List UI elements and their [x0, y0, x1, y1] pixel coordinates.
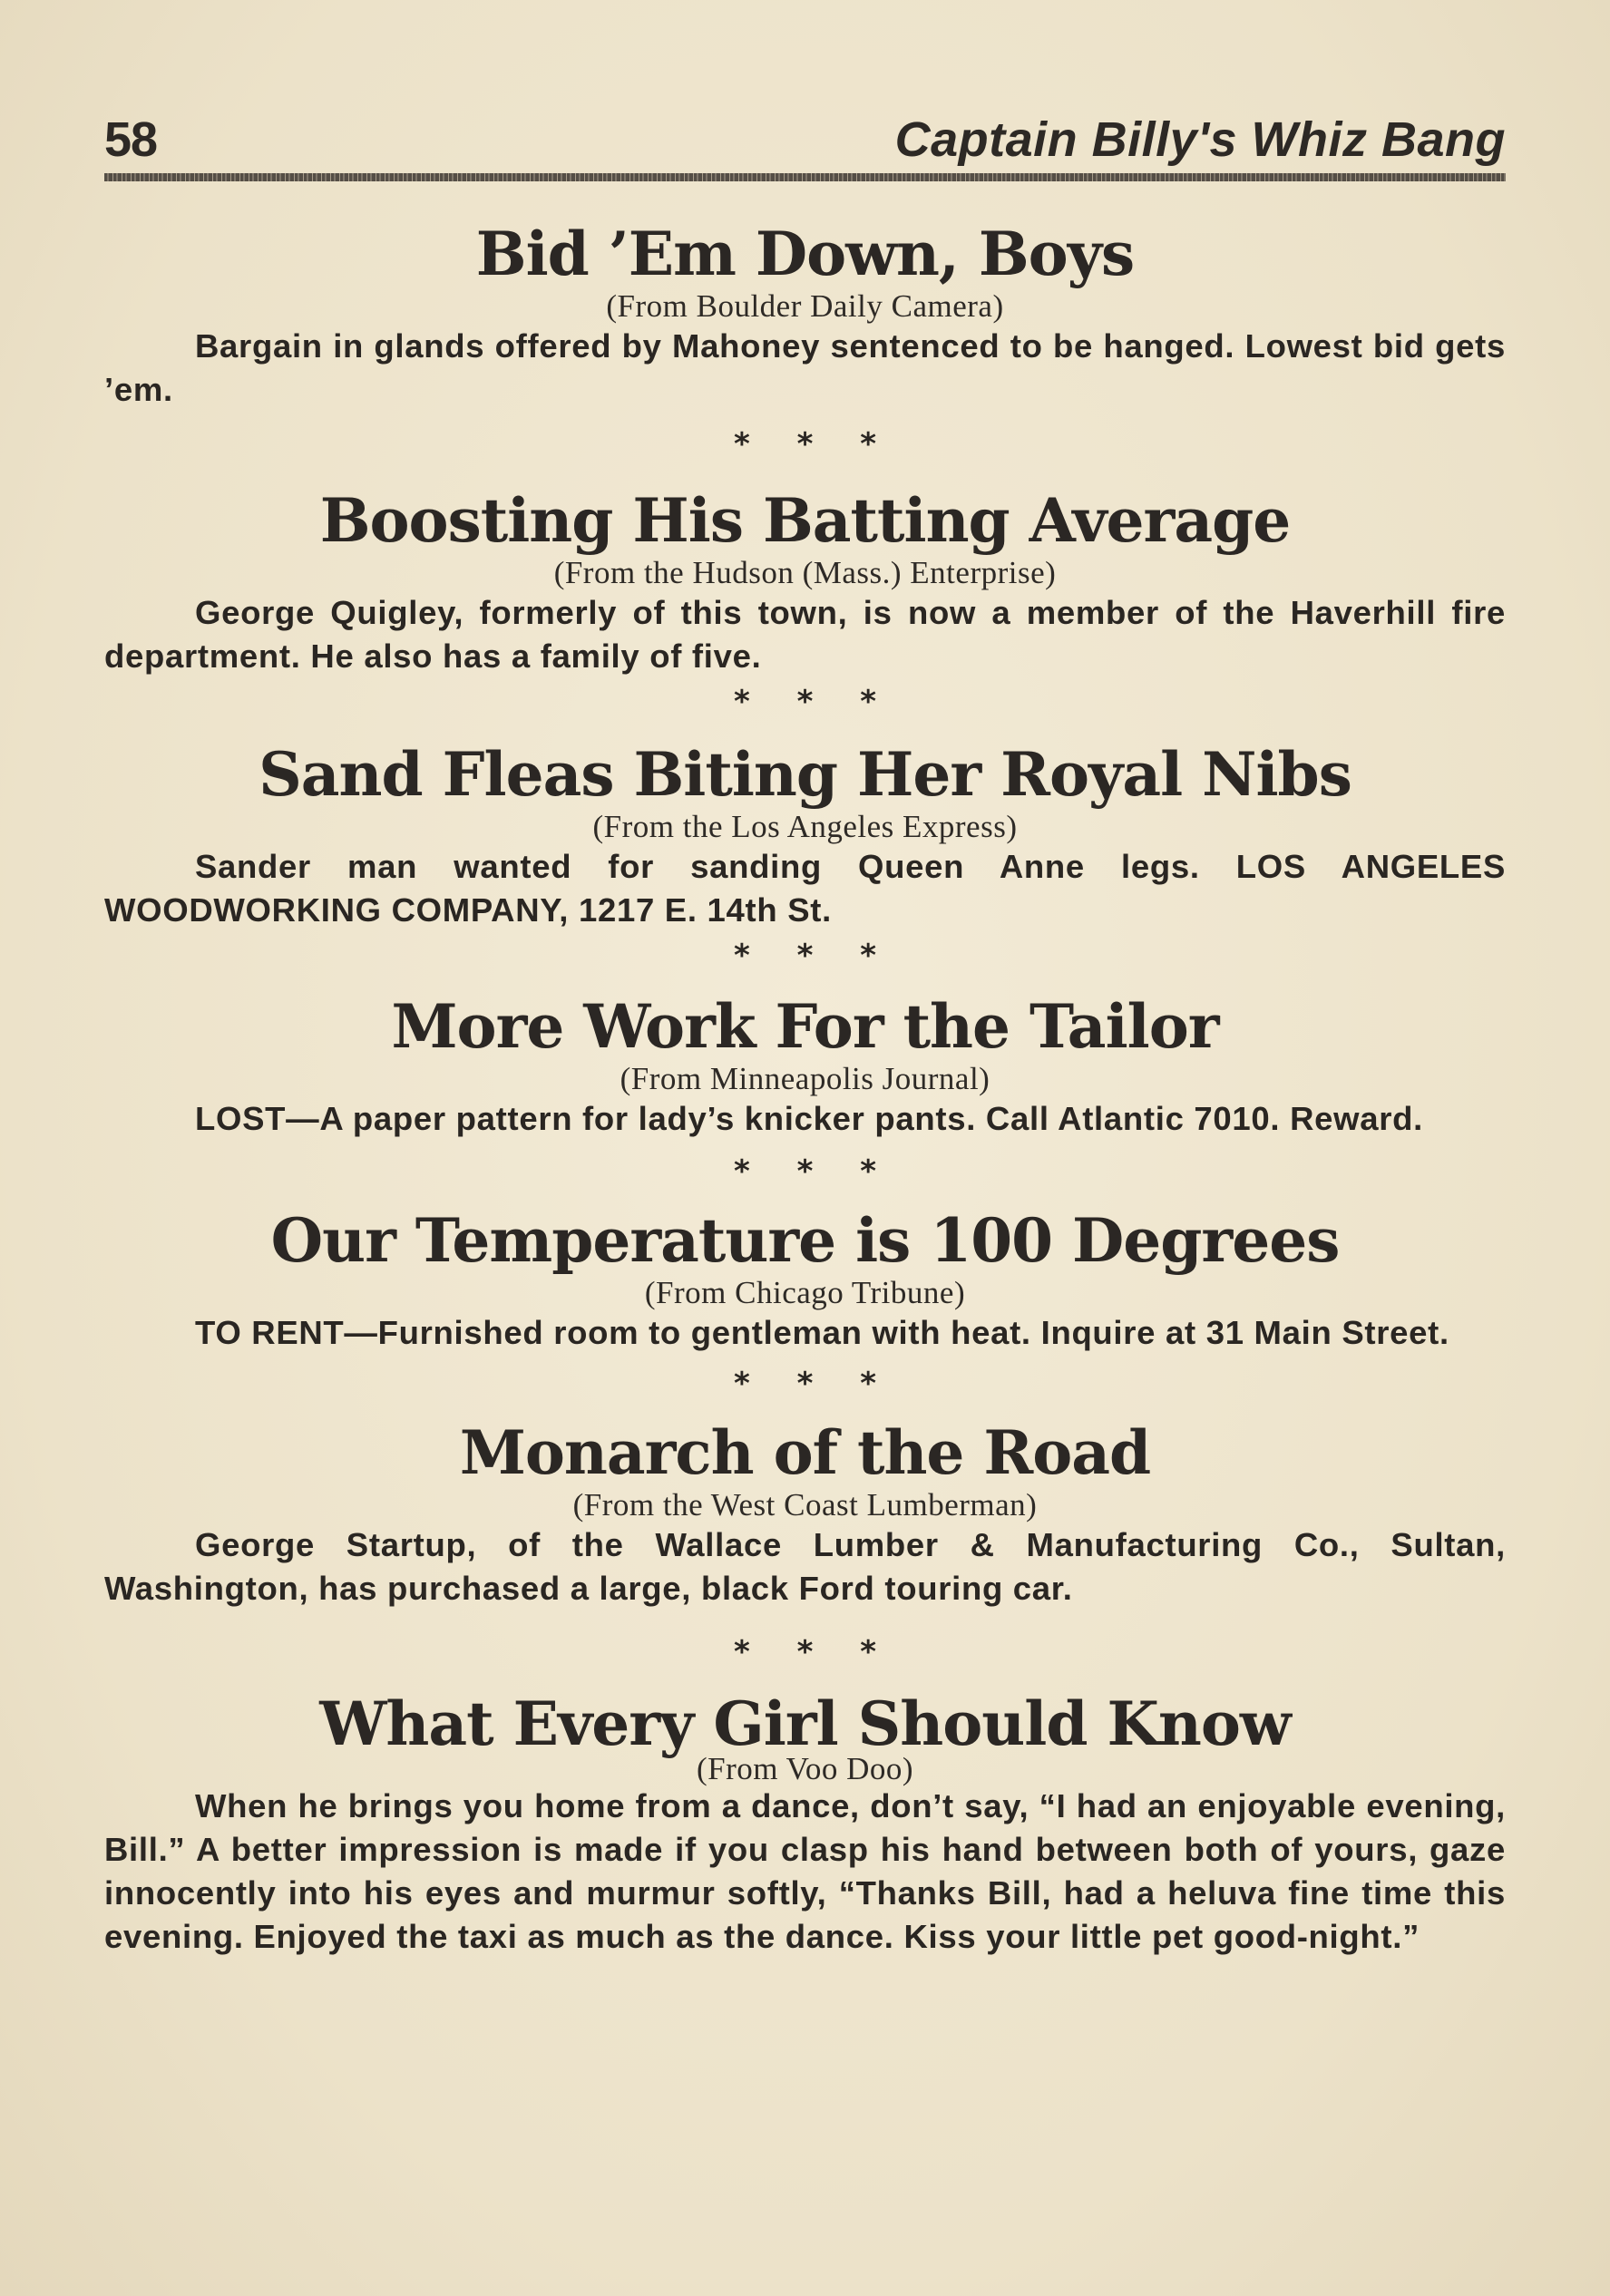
article-source: (From the West Coast Lumberman): [572, 1487, 1038, 1523]
article-2: [104, 486, 1506, 678]
article-body: Bargain in glands offered by Mahoney sentenced to be hanged. Lowest bid gets ’em.: [104, 327, 1506, 408]
article-source: (From Chicago Tribune): [644, 1275, 966, 1310]
separator-stars: * * *: [733, 1366, 876, 1402]
article-source: (From Boulder Daily Camera): [606, 288, 1004, 324]
article-title: More Work For the Tailor: [391, 991, 1219, 1062]
separator-stars: * * *: [733, 684, 876, 720]
header-rule: [104, 173, 1506, 181]
article-title: Monarch of the Road: [459, 1417, 1151, 1488]
article-body: When he brings you home from a dance, don’t say, “I had an enjoyable evening, Bill.” A better impression is made if you clasp his hand between both of yours, gaze innocently into his eyes and murmur softly, “Thanks Bill, had a heluva fine time this evening. Enjoyed the taxi as much as the dance. Kiss your little pet good-night.”: [104, 1787, 1506, 1955]
article-body: TO RENT—Furnished room to gentleman with heat. Inquire at 31 Main Street.: [195, 1314, 1449, 1351]
article-source: (From Voo Doo): [696, 1751, 914, 1786]
article-title: Boosting His Batting Average: [319, 485, 1291, 556]
article-title: Our Temperature is 100 Degrees: [270, 1205, 1340, 1276]
magazine-page: [104, 95, 1506, 1959]
separator-stars: * * *: [733, 1153, 876, 1190]
article-3: [104, 740, 1506, 932]
article-7: [104, 1688, 1506, 1959]
page-header: [104, 95, 1506, 168]
article-title: Bid ’Em Down, Boys: [475, 219, 1135, 289]
running-title: Captain Billy's Whiz Bang: [894, 112, 1506, 167]
article-body: Sander man wanted for sanding Queen Anne legs. LOS ANGELES WOODWORKING COMPANY, 1217 E. 14th St.: [104, 848, 1506, 929]
separator-stars: * * *: [733, 426, 876, 462]
separator-stars: * * *: [733, 1634, 876, 1670]
article-6: [104, 1418, 1506, 1610]
article-4: [104, 992, 1506, 1141]
separator-stars: * * *: [733, 938, 876, 974]
article-source: (From the Los Angeles Express): [592, 809, 1018, 844]
article-source: (From Minneapolis Journal): [620, 1061, 990, 1096]
article-1: [104, 219, 1506, 412]
article-title: What Every Girl Should Know: [319, 1688, 1291, 1759]
article-body: George Quigley, formerly of this town, is now a member of the Haverhill fire department. He also has a family of five.: [104, 594, 1506, 675]
article-title: Sand Fleas Biting Her Royal Nibs: [259, 739, 1351, 810]
article-body: George Startup, of the Wallace Lumber & Manufacturing Co., Sultan, Washington, has purchased a large, black Ford touring car.: [104, 1526, 1506, 1607]
article-source: (From the Hudson (Mass.) Enterprise): [553, 555, 1057, 590]
article-5: [104, 1206, 1506, 1355]
article-body: LOST—A paper pattern for lady’s knicker pants. Call Atlantic 7010. Reward.: [195, 1100, 1424, 1137]
page-number: 58: [104, 112, 158, 167]
